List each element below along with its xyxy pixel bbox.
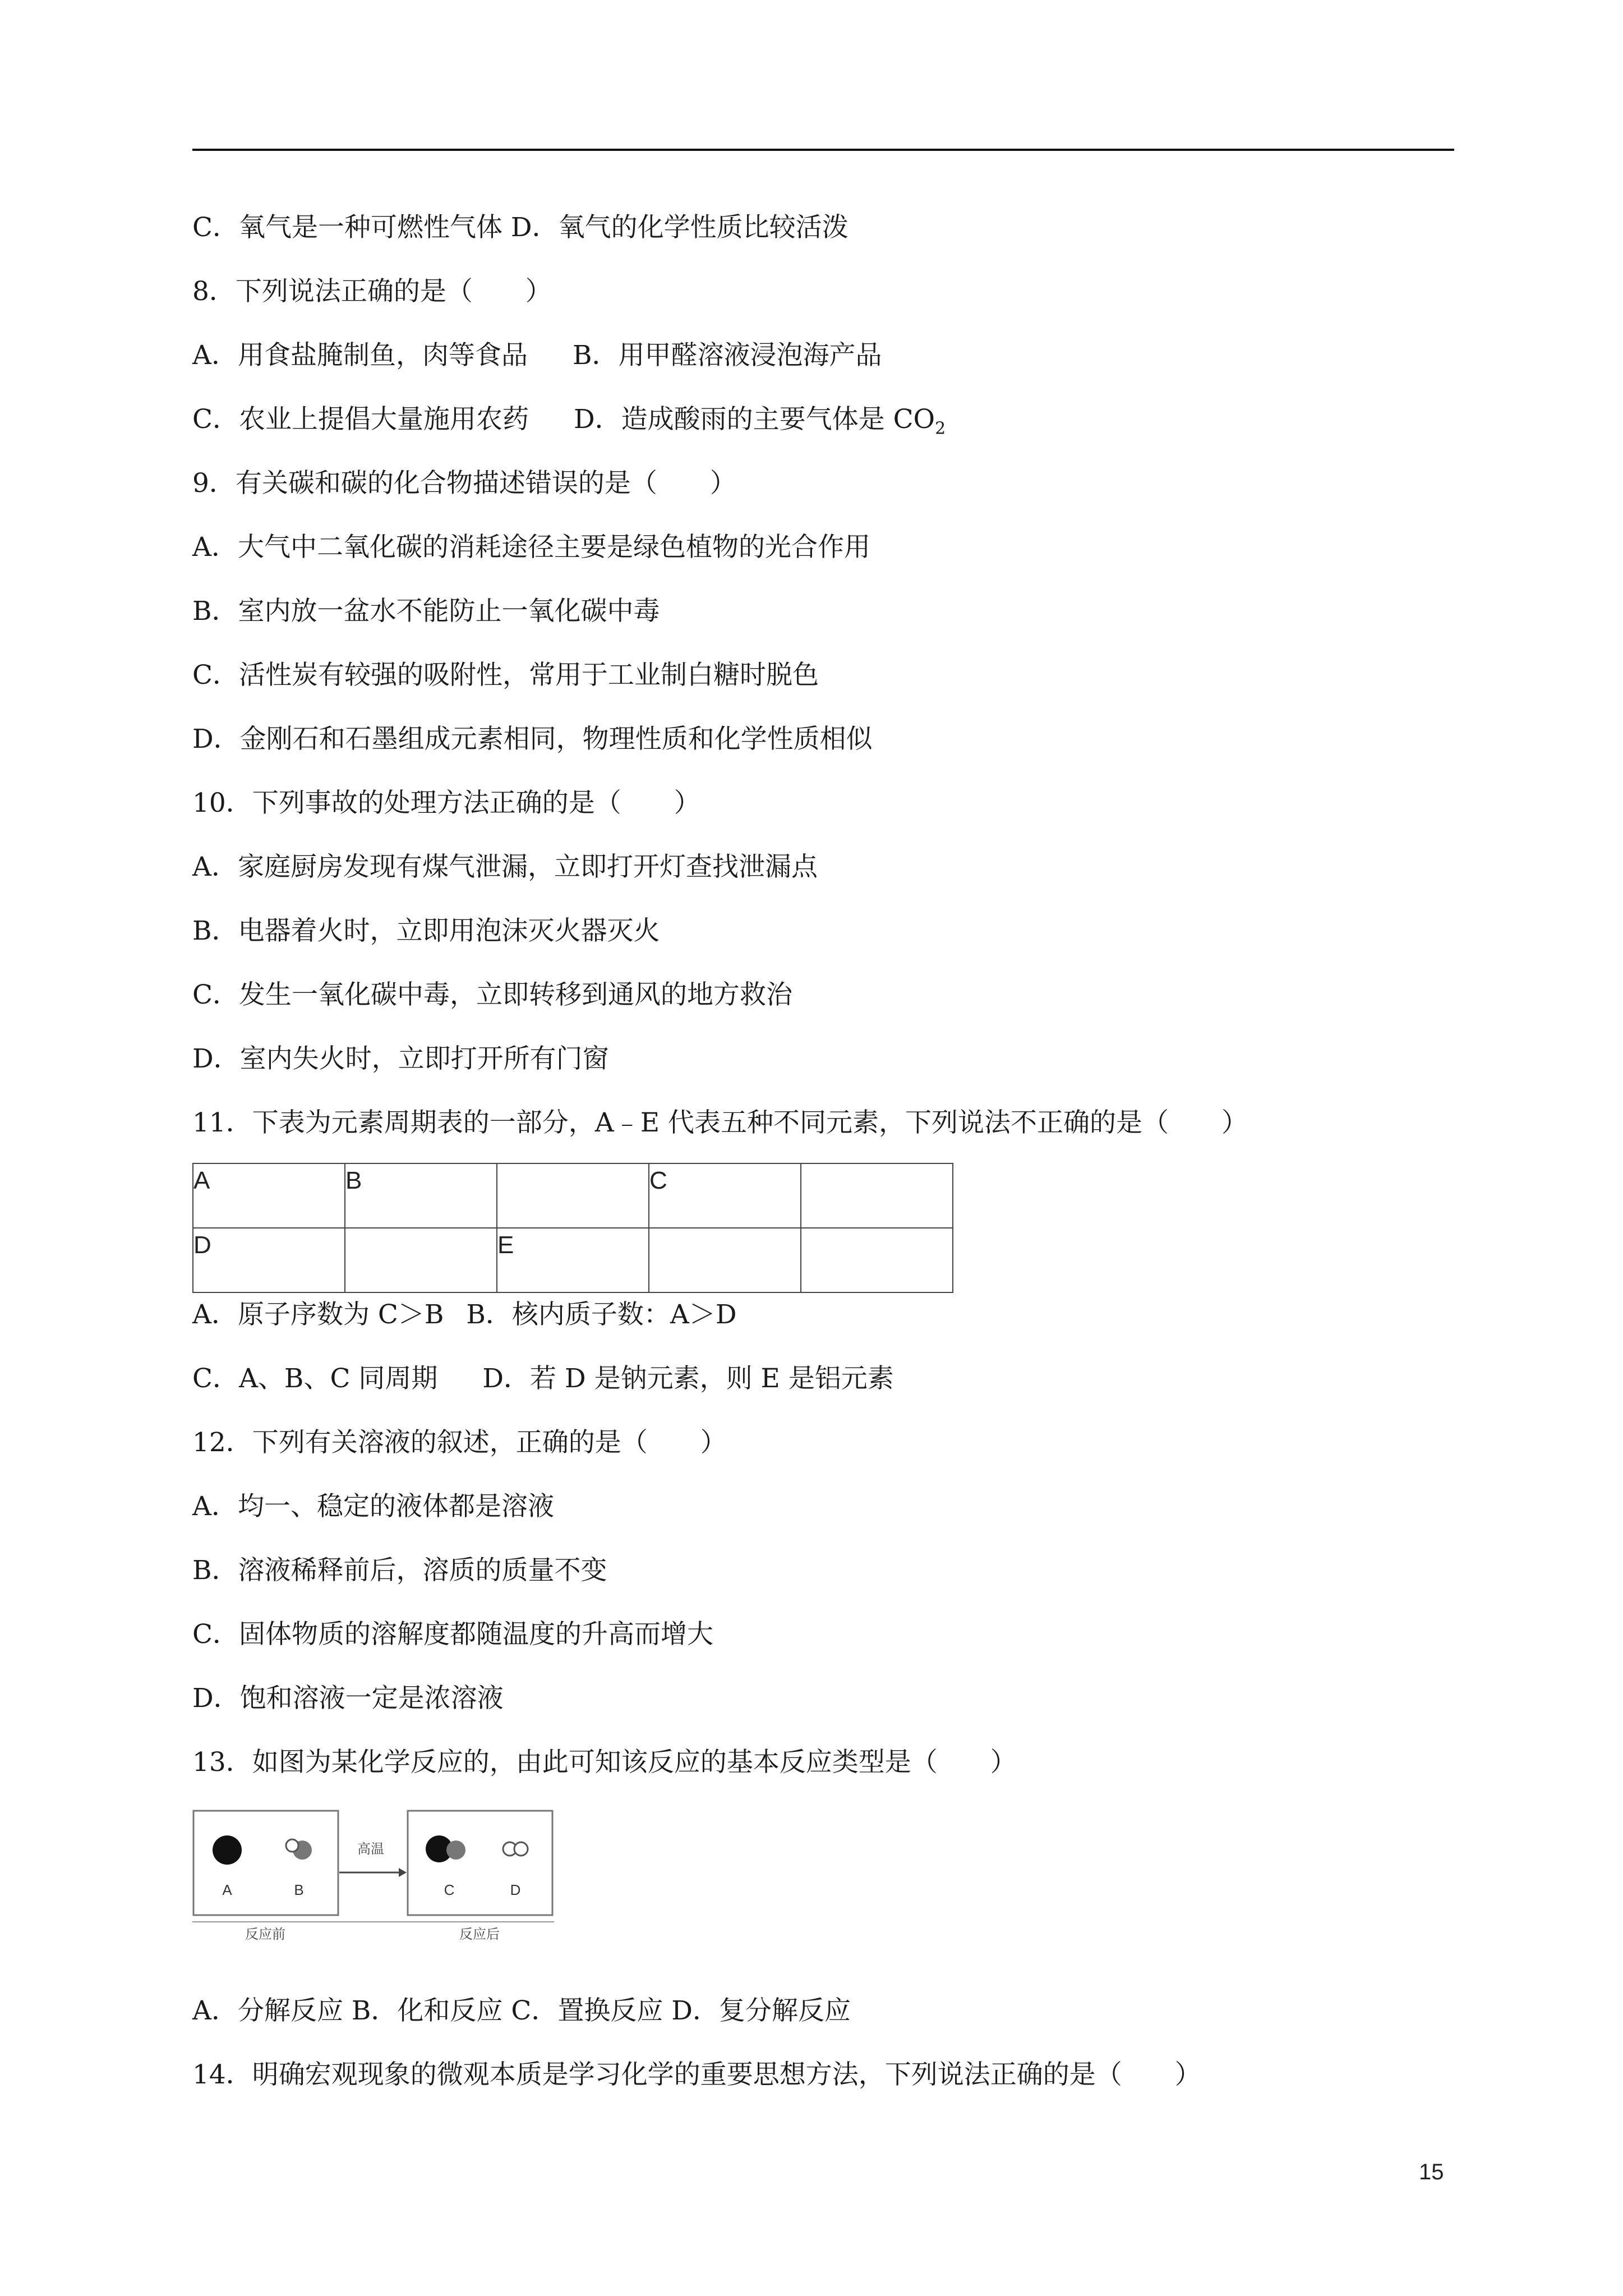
header-rule	[192, 149, 1454, 151]
table-cell: A	[193, 1163, 345, 1228]
reaction-diagram	[192, 1810, 554, 1944]
particle-a	[213, 1835, 242, 1865]
q8-option-d-text: D．造成酸雨的主要气体是 CO	[573, 404, 935, 435]
table-cell: D	[193, 1228, 345, 1292]
q8-options-cd	[192, 403, 946, 439]
particle-c-gray	[446, 1841, 465, 1860]
label-b: B	[294, 1881, 304, 1898]
q9-option-d: D．金刚石和石墨组成元素相同，物理性质和化学性质相似	[192, 724, 873, 754]
after-box	[408, 1811, 552, 1915]
periodic-table-fragment	[192, 1163, 953, 1293]
q12-stem: 12．下列有关溶液的叙述，正确的是（ ）	[192, 1427, 727, 1458]
q11-option-d: D．若 D 是钠元素，则 E 是铝元素	[482, 1363, 894, 1394]
table-cell	[801, 1228, 953, 1292]
q8-options-ab	[192, 339, 882, 372]
q11-option-b: B．核内质子数：A＞D	[466, 1299, 737, 1330]
page-number: 15	[1419, 2160, 1444, 2184]
q8-option-a: A．用食盐腌制鱼，肉等食品	[192, 340, 528, 371]
q11-option-c: C．A、B、C 同周期	[192, 1363, 438, 1394]
q10-option-d: D．室内失火时，立即打开所有门窗	[192, 1043, 609, 1074]
particle-d-right	[514, 1842, 528, 1856]
q10-option-c: C．发生一氧化碳中毒，立即转移到通风的地方救治	[192, 979, 792, 1010]
q8-stem: 8．下列说法正确的是（ ）	[192, 276, 552, 307]
q8-option-d-subscript: 2	[935, 418, 946, 439]
label-d: D	[510, 1881, 521, 1898]
q10-stem: 10．下列事故的处理方法正确的是（ ）	[192, 788, 700, 818]
label-a: A	[222, 1881, 232, 1898]
q12-option-c: C．固体物质的溶解度都随温度的升高而增大	[192, 1619, 713, 1650]
q8-option-c: C．农业上提倡大量施用农药	[192, 404, 529, 435]
table-cell	[649, 1228, 801, 1292]
q10-option-b: B．电器着火时，立即用泡沫灭火器灭火	[192, 915, 660, 946]
particle-b-white	[286, 1839, 298, 1852]
q13-stem: 13．如图为某化学反应的，由此可知该反应的基本反应类型是（ ）	[192, 1747, 1017, 1778]
q8-option-d	[573, 404, 946, 439]
q9-stem: 9．有关碳和碳的化合物描述错误的是（ ）	[192, 468, 736, 499]
table-row	[193, 1228, 953, 1292]
table-cell	[801, 1163, 953, 1228]
q8-option-b: B．用甲醛溶液浸泡海产品	[572, 340, 882, 371]
label-c: C	[444, 1881, 455, 1898]
q7-options-cd: C．氧气是一种可燃性气体 D．氧气的化学性质比较活泼	[192, 212, 849, 243]
q11-option-a: A．原子序数为 C＞B	[192, 1299, 444, 1330]
table-row	[193, 1163, 953, 1228]
after-label: 反应后	[459, 1926, 500, 1942]
before-box	[193, 1811, 338, 1915]
table-cell: C	[649, 1163, 801, 1228]
table-cell: B	[345, 1163, 497, 1228]
arrow-label: 高温	[357, 1841, 384, 1857]
reaction-arrow	[339, 1841, 407, 1877]
table-cell	[345, 1228, 497, 1292]
q12-option-d: D．饱和溶液一定是浓溶液	[192, 1683, 504, 1714]
q9-option-c: C．活性炭有较强的吸附性，常用于工业制白糖时脱色	[192, 660, 819, 691]
q9-option-a: A．大气中二氧化碳的消耗途径主要是绿色植物的光合作用	[192, 532, 870, 563]
q12-option-a: A．均一、稳定的液体都是溶液	[192, 1491, 554, 1522]
q11-options-ab	[192, 1298, 737, 1332]
q11-options-cd	[192, 1362, 894, 1396]
before-label: 反应前	[245, 1926, 285, 1942]
q12-option-b: B．溶液稀释前后，溶质的质量不变	[192, 1555, 607, 1586]
q9-option-b: B．室内放一盆水不能防止一氧化碳中毒	[192, 596, 660, 627]
q13-options: A．分解反应 B．化和反应 C．置换反应 D．复分解反应	[192, 1995, 851, 2026]
table-cell: E	[497, 1228, 649, 1292]
q11-stem: 11．下表为元素周期表的一部分，A﹣E 代表五种不同元素，下列说法不正确的是（ ）	[192, 1107, 1248, 1138]
q10-option-a: A．家庭厨房发现有煤气泄漏，立即打开灯查找泄漏点	[192, 852, 818, 882]
table-cell	[497, 1163, 649, 1228]
q14-stem: 14．明确宏观现象的微观本质是学习化学的重要思想方法，下列说法正确的是（ ）	[192, 2059, 1201, 2090]
